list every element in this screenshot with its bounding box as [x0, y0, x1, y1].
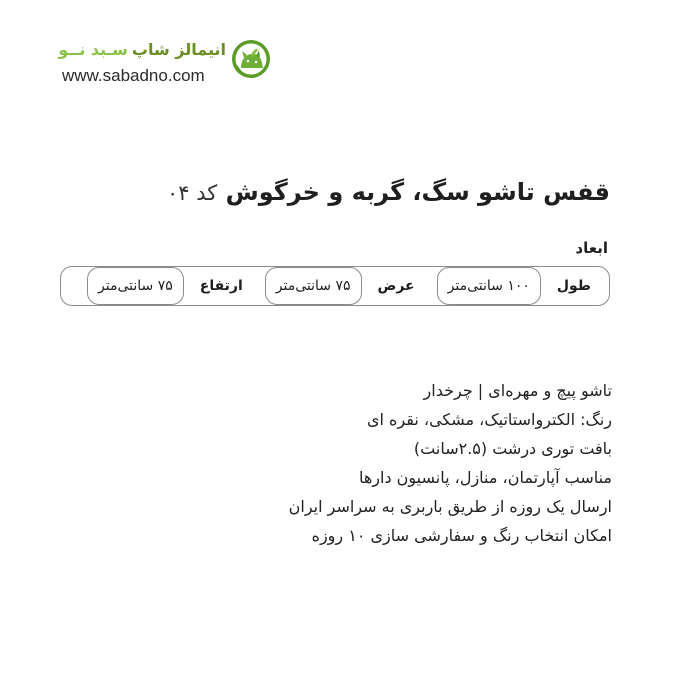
site-url: www.sabadno.com	[62, 66, 205, 85]
brand-sabad-text: سـبد نــو	[58, 40, 128, 59]
brand-logo[interactable]	[58, 38, 272, 94]
dimension-length-label: طول	[556, 278, 591, 294]
brand-name	[58, 40, 226, 60]
dimensions-box	[60, 266, 610, 306]
feature-item: ارسال یک روزه از طریق باربری به سراسر ایران	[288, 497, 612, 516]
animals-emblem-icon	[230, 38, 272, 80]
feature-item: تاشو پیچ و مهره‌ای | چرخدار	[423, 381, 612, 400]
page-title	[167, 172, 610, 213]
feature-item: مناسب آپارتمان، منازل، پانسیون دارها	[358, 468, 612, 487]
dimension-width-value: ۷۵ سانتی‌متر	[265, 267, 362, 305]
feature-item: رنگ: الکترواستاتیک، مشکی، نقره ای	[367, 410, 612, 429]
dimension-height-label: ارتفاع	[199, 278, 243, 294]
feature-item: بافت توری درشت (۲.۵سانت)	[413, 439, 612, 458]
feature-list	[289, 376, 612, 550]
dimension-height-value: ۷۵ سانتی‌متر	[87, 267, 184, 305]
dimensions-heading: ابعاد	[575, 239, 608, 257]
dimension-length-value: ۱۰۰ سانتی‌متر	[437, 267, 541, 305]
product-code: کد ۰۴	[167, 181, 218, 205]
title-text: قفس تاشو سگ، گربه و خرگوش	[225, 178, 610, 206]
feature-item: امکان انتخاب رنگ و سفارشی سازی ۱۰ روزه	[311, 526, 612, 545]
dimension-width-label: عرض	[377, 278, 415, 294]
brand-shop-text: انیمالز شاپ	[131, 40, 226, 59]
